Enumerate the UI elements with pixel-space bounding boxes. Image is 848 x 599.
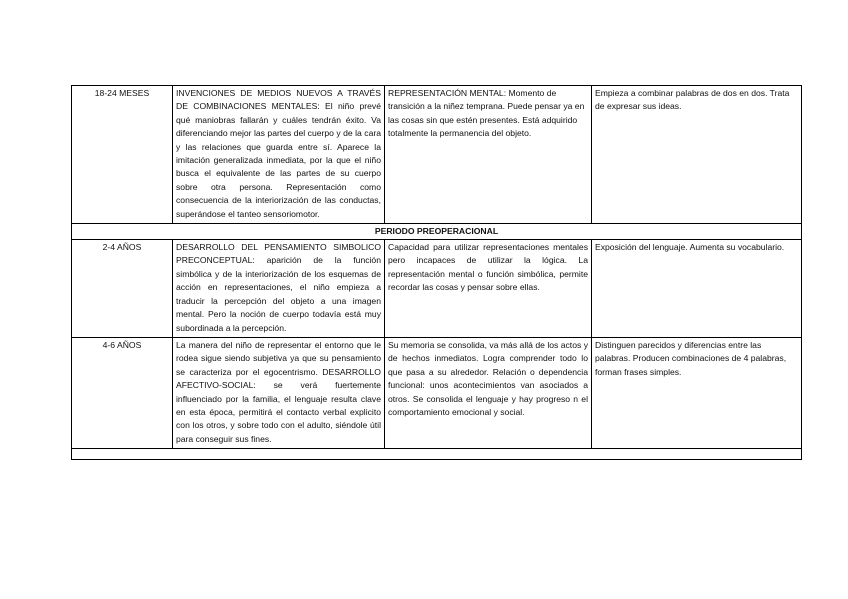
period-heading: PERIODO PREOPERACIONAL: [72, 224, 802, 240]
table-row: [72, 240, 802, 338]
age-cell: 2-4 AÑOS: [72, 240, 173, 338]
stage-cell: INVENCIONES DE MEDIOS NUEVOS A TRAVÉS DE COMBINACIONES MENTALES: El niño prevé qué maniobras fallarán y cuáles tendrán éxito. Va diferenciando mejor las partes del cuerpo y de la cara y las relaciones que guarda entre sí. Aparece la imitación generalizada inmediata, por la que el niño busca el equivalente de las partes de su cuerpo sobre otra persona. Representación como consecuencia de la interiorización de las conductas, superándose el tanteo sensoriomotor.: [173, 86, 385, 224]
stage-cell: La manera del niño de representar el entorno que le rodea sigue siendo subjetiva ya que su pensamiento se caracteriza por el egocentrismo. DESARROLLO AFECTIVO-SOCIAL: se verá fuertemente influenciado por la familia, el lenguaje resulta clave en esta época, permitirá el contacto verbal explicito con los otros, y sobre todo con el adulto, siéndole útil para conseguir sus fines.: [173, 337, 385, 448]
cognition-cell: REPRESENTACIÓN MENTAL: Momento de transición a la niñez temprana. Puede pensar ya en las cosas sin que estén presentes. Está adquirido totalmente la permanencia del objeto.: [385, 86, 592, 224]
cognition-cell: Capacidad para utilizar representaciones mentales pero incapaces de utilizar la lógica. La representación mental o función simbólica, permite recordar las cosas y pensar sobre ellas.: [385, 240, 592, 338]
language-cell: Distinguen parecidos y diferencias entre las palabras. Producen combinaciones de 4 palabras, forman frases simples.: [592, 337, 802, 448]
cognition-cell: Su memoria se consolida, va más allá de los actos y de hechos inmediatos. Logra comprender todo lo que pasa a su alrededor. Relación o dependencia funcional: unos acontecimientos van asociados a otros. Se consolida el lenguaje y hay progreso n el comportamiento emocional y social.: [385, 337, 592, 448]
empty-cell: [72, 449, 802, 460]
age-cell: 4-6 AÑOS: [72, 337, 173, 448]
table-row: [72, 86, 802, 224]
stage-cell: DESARROLLO DEL PENSAMIENTO SIMBOLICO PRECONCEPTUAL: aparición de la función simbólica y de la interiorización de los esquemas de acción en representaciones, el niño empieza a traducir la percepción del objeto a una imagen mental. Pero la noción de cuerpo todavía está muy subordinada a la percepción.: [173, 240, 385, 338]
language-cell: Empieza a combinar palabras de dos en dos. Trata de expresar sus ideas.: [592, 86, 802, 224]
language-cell: Exposición del lenguaje. Aumenta su vocabulario.: [592, 240, 802, 338]
age-cell: 18-24 MESES: [72, 86, 173, 224]
development-stages-table: [71, 85, 802, 460]
period-row: [72, 224, 802, 240]
empty-row: [72, 449, 802, 460]
table-row: [72, 337, 802, 448]
